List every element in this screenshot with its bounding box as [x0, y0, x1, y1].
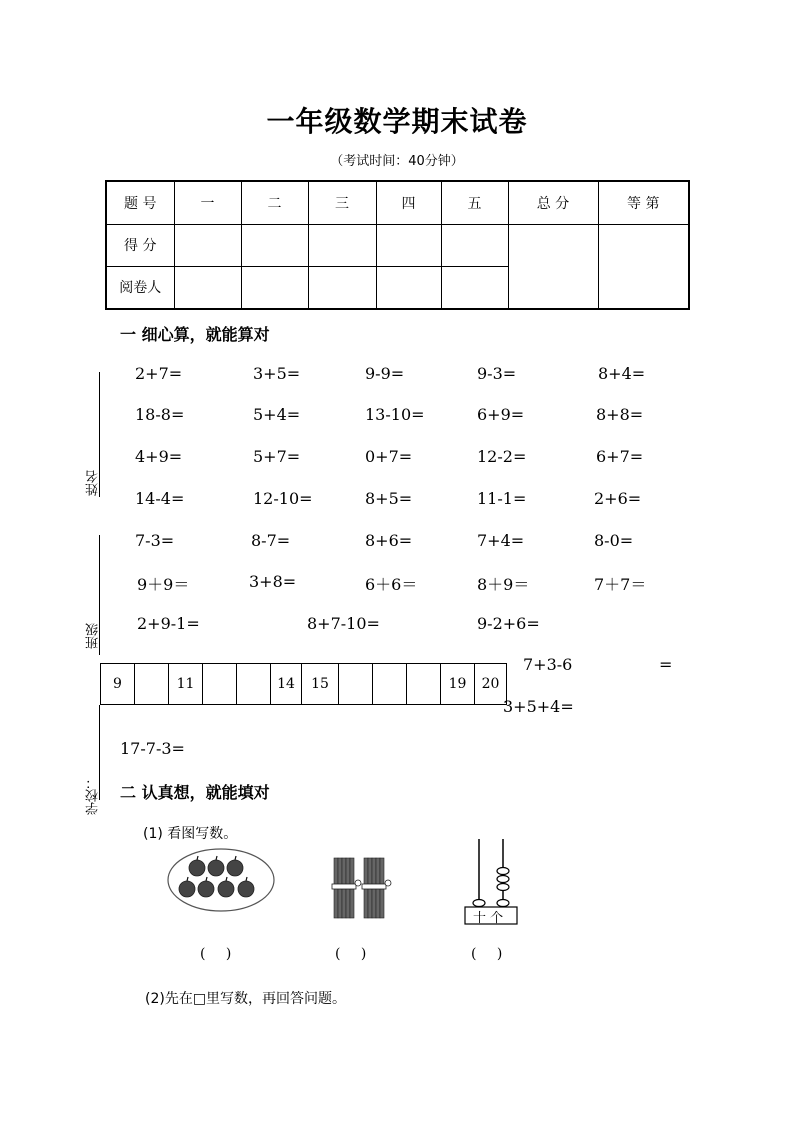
- header-cell-4: 四: [376, 181, 441, 224]
- equation: 12-2=: [477, 447, 527, 466]
- equation: 8＋9＝: [477, 575, 530, 594]
- number-box: 9: [101, 664, 135, 705]
- question-1: (1) 看图写数。: [143, 826, 238, 842]
- number-box: 20: [475, 664, 507, 705]
- equation: 8+4=: [598, 364, 646, 383]
- equation: 9-3=: [477, 364, 517, 383]
- section1-heading: 一 细心算，就能算对: [120, 325, 270, 344]
- number-box-blank[interactable]: [135, 664, 169, 705]
- equation: 7+3-6: [523, 655, 573, 674]
- equation: 9-9=: [365, 364, 405, 383]
- equation: 8+7-10=: [307, 614, 380, 633]
- equation: 17-7-3=: [120, 739, 185, 758]
- equation: 8-0=: [594, 531, 634, 550]
- score-cell[interactable]: [441, 224, 508, 266]
- score-cell[interactable]: [308, 224, 376, 266]
- answer-blank-sticks[interactable]: ( ): [335, 946, 375, 962]
- score-cell[interactable]: [174, 224, 241, 266]
- number-box: 11: [169, 664, 203, 705]
- page-title: 一年级数学期末试卷: [266, 105, 528, 138]
- equation: 7＋7＝: [594, 575, 647, 594]
- number-box-blank[interactable]: [407, 664, 441, 705]
- total-score-cell[interactable]: [508, 224, 598, 309]
- question-2: (2)先在□里写数，再回答问题。: [145, 991, 347, 1007]
- header-cell-5: 五: [441, 181, 508, 224]
- equation: 14-4=: [135, 489, 185, 508]
- equation: 8-7=: [251, 531, 291, 550]
- equation: 0+7=: [365, 447, 413, 466]
- school-label: 学校：: [86, 776, 101, 815]
- score-table-header-row: [106, 181, 689, 224]
- number-box: 14: [271, 664, 302, 705]
- class-label: 班级: [86, 623, 101, 649]
- equation: 7-3=: [135, 531, 175, 550]
- grader-cell[interactable]: [174, 266, 241, 309]
- exam-duration: （考试时间：40分钟）: [330, 154, 464, 169]
- equation: 4+9=: [135, 447, 183, 466]
- equation: 13-10=: [365, 405, 425, 424]
- number-box-blank[interactable]: [373, 664, 407, 705]
- grader-cell[interactable]: [241, 266, 308, 309]
- number-box: 15: [302, 664, 339, 705]
- equation: 2+9-1=: [137, 614, 200, 633]
- equation: 8+8=: [596, 405, 644, 424]
- grader-row-label: 阅卷人: [106, 266, 174, 309]
- header-cell-2: 二: [241, 181, 308, 224]
- grader-cell[interactable]: [308, 266, 376, 309]
- score-row: [106, 224, 689, 266]
- header-cell-1: 一: [174, 181, 241, 224]
- equation: 3+8=: [249, 572, 297, 591]
- section2-heading: 二 认真想，就能填对: [120, 783, 270, 802]
- equation: 11-1=: [477, 489, 527, 508]
- equation: 7+4=: [477, 531, 525, 550]
- score-table: [105, 180, 690, 310]
- stick-bundles-picture: [328, 856, 398, 920]
- grader-cell[interactable]: [376, 266, 441, 309]
- score-cell[interactable]: [241, 224, 308, 266]
- equation: 6+9=: [477, 405, 525, 424]
- header-cell-item: 题 号: [106, 181, 174, 224]
- equation: 8+6=: [365, 531, 413, 550]
- equation: 3+5+4=: [503, 697, 574, 716]
- equation: 2+7=: [135, 364, 183, 383]
- grade-cell[interactable]: [598, 224, 689, 309]
- score-row-label: 得 分: [106, 224, 174, 266]
- answer-blank-apples[interactable]: ( ): [200, 946, 240, 962]
- equation: 9＋9＝: [137, 575, 190, 594]
- equation: 5+7=: [253, 447, 301, 466]
- equation: 6＋6＝: [365, 575, 418, 594]
- apples-picture: [166, 847, 276, 913]
- equation: 2+6=: [594, 489, 642, 508]
- name-label: 姓名: [86, 470, 101, 496]
- number-line-boxes: [100, 663, 507, 705]
- grader-cell[interactable]: [441, 266, 508, 309]
- score-cell[interactable]: [376, 224, 441, 266]
- equation: 18-8=: [135, 405, 185, 424]
- number-box: 19: [441, 664, 475, 705]
- number-box-blank[interactable]: [203, 664, 237, 705]
- equation: 8+5=: [365, 489, 413, 508]
- equation: 5+4=: [253, 405, 301, 424]
- header-cell-grade: 等 第: [598, 181, 689, 224]
- equation: 6+7=: [596, 447, 644, 466]
- equals-sign: =: [659, 655, 673, 674]
- equation: 3+5=: [253, 364, 301, 383]
- equation: 12-10=: [253, 489, 313, 508]
- answer-blank-abacus[interactable]: ( ): [471, 946, 511, 962]
- number-box-blank[interactable]: [237, 664, 271, 705]
- header-cell-3: 三: [308, 181, 376, 224]
- equation: 9-2+6=: [477, 614, 540, 633]
- abacus-place-labels: 十 个: [473, 911, 504, 926]
- header-cell-total: 总 分: [508, 181, 598, 224]
- number-box-blank[interactable]: [339, 664, 373, 705]
